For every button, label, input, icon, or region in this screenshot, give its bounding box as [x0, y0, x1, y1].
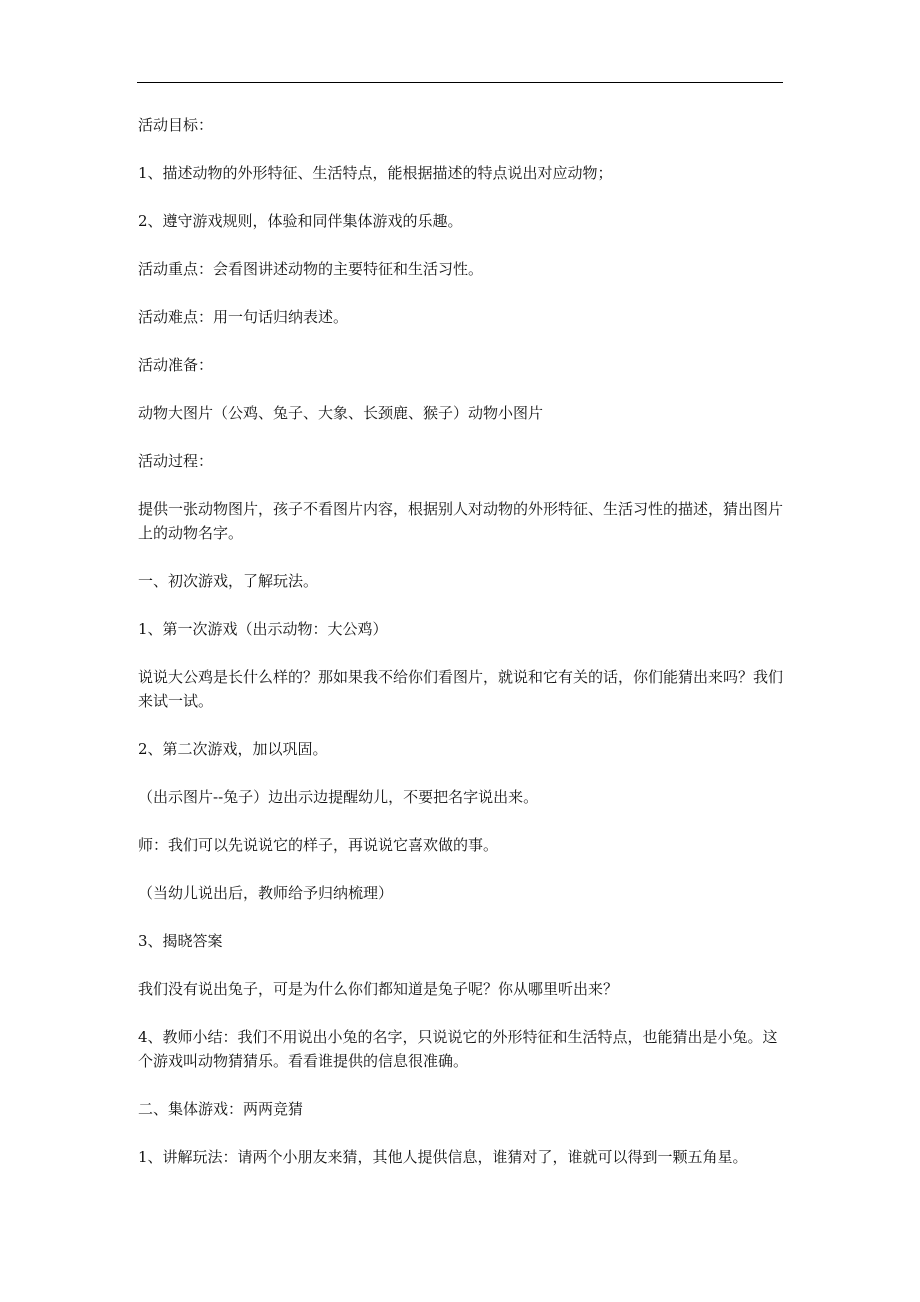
teacher-prompt: 师：我们可以先说说它的样子，再说说它喜欢做的事。	[138, 836, 499, 854]
process-heading: 活动过程：	[138, 452, 214, 470]
difficult-point: 活动难点：用一句话归纳表述。	[138, 308, 349, 326]
teacher-conclusion: 4、教师小结：我们不用说出小兔的名字，只说说它的外形特征和生活特点，也能猜出是小兔。这个游戏叫动物猜猜乐。看看谁提供的信息很准确。	[138, 1028, 778, 1070]
game-2-show-picture: （出示图片--兔子）边出示边提醒幼儿，不要把名字说出来。	[138, 788, 539, 806]
reveal-question: 我们没有说出兔子，可是为什么你们都知道是兔子呢？你从哪里听出来？	[138, 980, 619, 998]
rules-explanation: 1、讲解玩法：请两个小朋友来猜，其他人提供信息，谁猜对了，谁就可以得到一颗五角星。	[138, 1148, 748, 1166]
game-2: 2、第二次游戏，加以巩固。	[138, 740, 328, 758]
teacher-summary-note: （当幼儿说出后，教师给予归纳梳理）	[138, 884, 394, 902]
section-2-heading: 二、集体游戏：两两竞猜	[138, 1100, 304, 1118]
document-body	[138, 113, 788, 1193]
objectives-heading: 活动目标：	[138, 116, 214, 134]
key-point: 活动重点：会看图讲述动物的主要特征和生活习性。	[138, 260, 484, 278]
reveal-answer: 3、揭晓答案	[138, 932, 223, 950]
game-1-description: 说说大公鸡是长什么样的？那如果我不给你们看图片，就说和它有关的话，你们能猜出来吗？我们来试一试。	[138, 668, 784, 710]
objective-2: 2、遵守游戏规则，体验和同伴集体游戏的乐趣。	[138, 212, 463, 230]
objective-1: 1、描述动物的外形特征、生活特点，能根据描述的特点说出对应动物；	[138, 164, 613, 182]
preparation-heading: 活动准备：	[138, 356, 214, 374]
preparation-materials: 动物大图片（公鸡、兔子、大象、长颈鹿、猴子）动物小图片	[138, 404, 544, 422]
process-intro: 提供一张动物图片，孩子不看图片内容，根据别人对动物的外形特征、生活习性的描述，猜出图片上的动物名字。	[138, 500, 784, 542]
header-rule	[137, 82, 783, 83]
game-1: 1、第一次游戏（出示动物：大公鸡）	[138, 620, 388, 638]
section-1-heading: 一、初次游戏，了解玩法。	[138, 572, 319, 590]
